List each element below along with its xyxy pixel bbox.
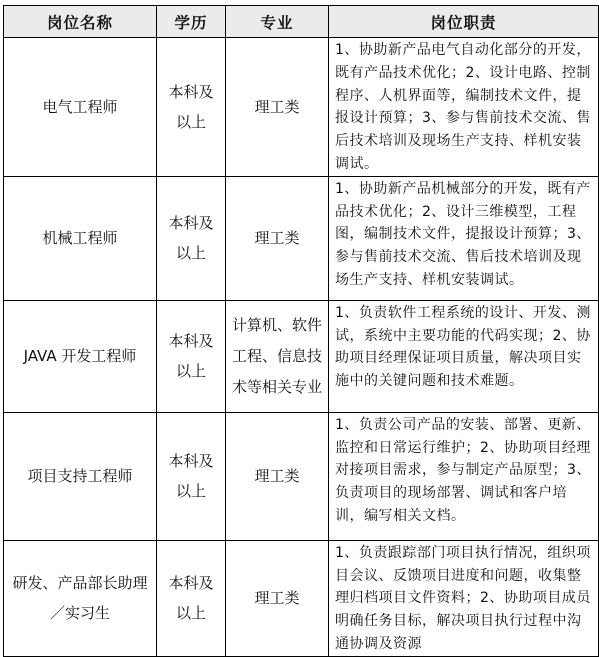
major-cell: [226, 412, 329, 540]
major-cell: [226, 540, 329, 656]
header-position: 岗位名称: [4, 6, 157, 38]
table-row: [4, 412, 599, 540]
major-text: 理工类: [254, 229, 300, 248]
major-text: 理工类: [254, 97, 300, 116]
table-row: [4, 38, 599, 177]
education-cell: [157, 176, 226, 300]
education-text: 本科及以上: [168, 332, 214, 381]
duties-text: 1、负责软件工程系统的设计、开发、测试，系统中主要功能的代码实现；2、协助项目经理保证项目质量，解决项目实施中的关键问题和技术难题。: [335, 304, 591, 390]
header-major: 专业: [226, 6, 329, 38]
education-text: 本科及以上: [168, 82, 214, 131]
position-cell: [4, 38, 157, 177]
major-text: 计算机、软件工程、信息技术等相关专业: [231, 315, 322, 396]
duties-cell: [329, 176, 599, 300]
duties-text: 1、负责公司产品的安装、部署、更新、监控和日常运行维护；2、协助项目经理对接项目需求，参与制定产品原型；3、负责项目的现场部署、调试和客户培训，编写相关文档。: [335, 416, 591, 524]
education-cell: [157, 300, 226, 412]
education-cell: [157, 412, 226, 540]
education-cell: [157, 38, 226, 177]
major-cell: [226, 38, 329, 177]
position-text: 研发、产品部长助理／实习生: [12, 574, 148, 623]
education-cell: [157, 540, 226, 656]
table-header-row: [4, 6, 599, 38]
education-text: 本科及以上: [168, 214, 214, 263]
duties-text: 1、协助新产品机械部分的开发，既有产品技术优化；2、设计三维模型，工程图，编制技术文件，提报设计预算；3、参与售前技术交流、售后技术培训及现场生产支持、样机安装调试。: [335, 180, 591, 288]
duties-text: 1、负责跟踪部门项目执行情况，组织项目会议、反馈项目进度和问题，收集整理归档项目文件资料；2、协助项目成员明确任务目标，解决项目执行过程中沟通协调及资源: [335, 544, 591, 652]
header-duties: 岗位职责: [329, 6, 599, 38]
major-text: 理工类: [254, 589, 300, 608]
education-text: 本科及以上: [168, 574, 214, 623]
position-cell: [4, 540, 157, 656]
position-text: 电气工程师: [42, 97, 118, 116]
education-text: 本科及以上: [168, 452, 214, 501]
position-cell: [4, 412, 157, 540]
major-text: 理工类: [254, 467, 300, 486]
duties-cell: [329, 540, 599, 656]
table-row: [4, 300, 599, 412]
table-row: [4, 176, 599, 300]
position-cell: [4, 176, 157, 300]
duties-cell: [329, 38, 599, 177]
duties-cell: [329, 300, 599, 412]
position-text: JAVA 开发工程师: [23, 347, 137, 366]
position-text: 机械工程师: [42, 229, 118, 248]
position-text: 项目支持工程师: [27, 467, 133, 486]
table-row: [4, 540, 599, 656]
job-positions-table: [3, 5, 599, 657]
major-cell: [226, 300, 329, 412]
duties-text: 1、协助新产品电气自动化部分的开发，既有产品技术优化；2、设计电路、控制程序、人机界面等，编制技术文件，提报设计预算；3、参与售前技术交流、售后技术培训及现场生产支持、样机安装调试。: [335, 42, 591, 172]
duties-cell: [329, 412, 599, 540]
major-cell: [226, 176, 329, 300]
header-education: 学历: [157, 6, 226, 38]
position-cell: [4, 300, 157, 412]
